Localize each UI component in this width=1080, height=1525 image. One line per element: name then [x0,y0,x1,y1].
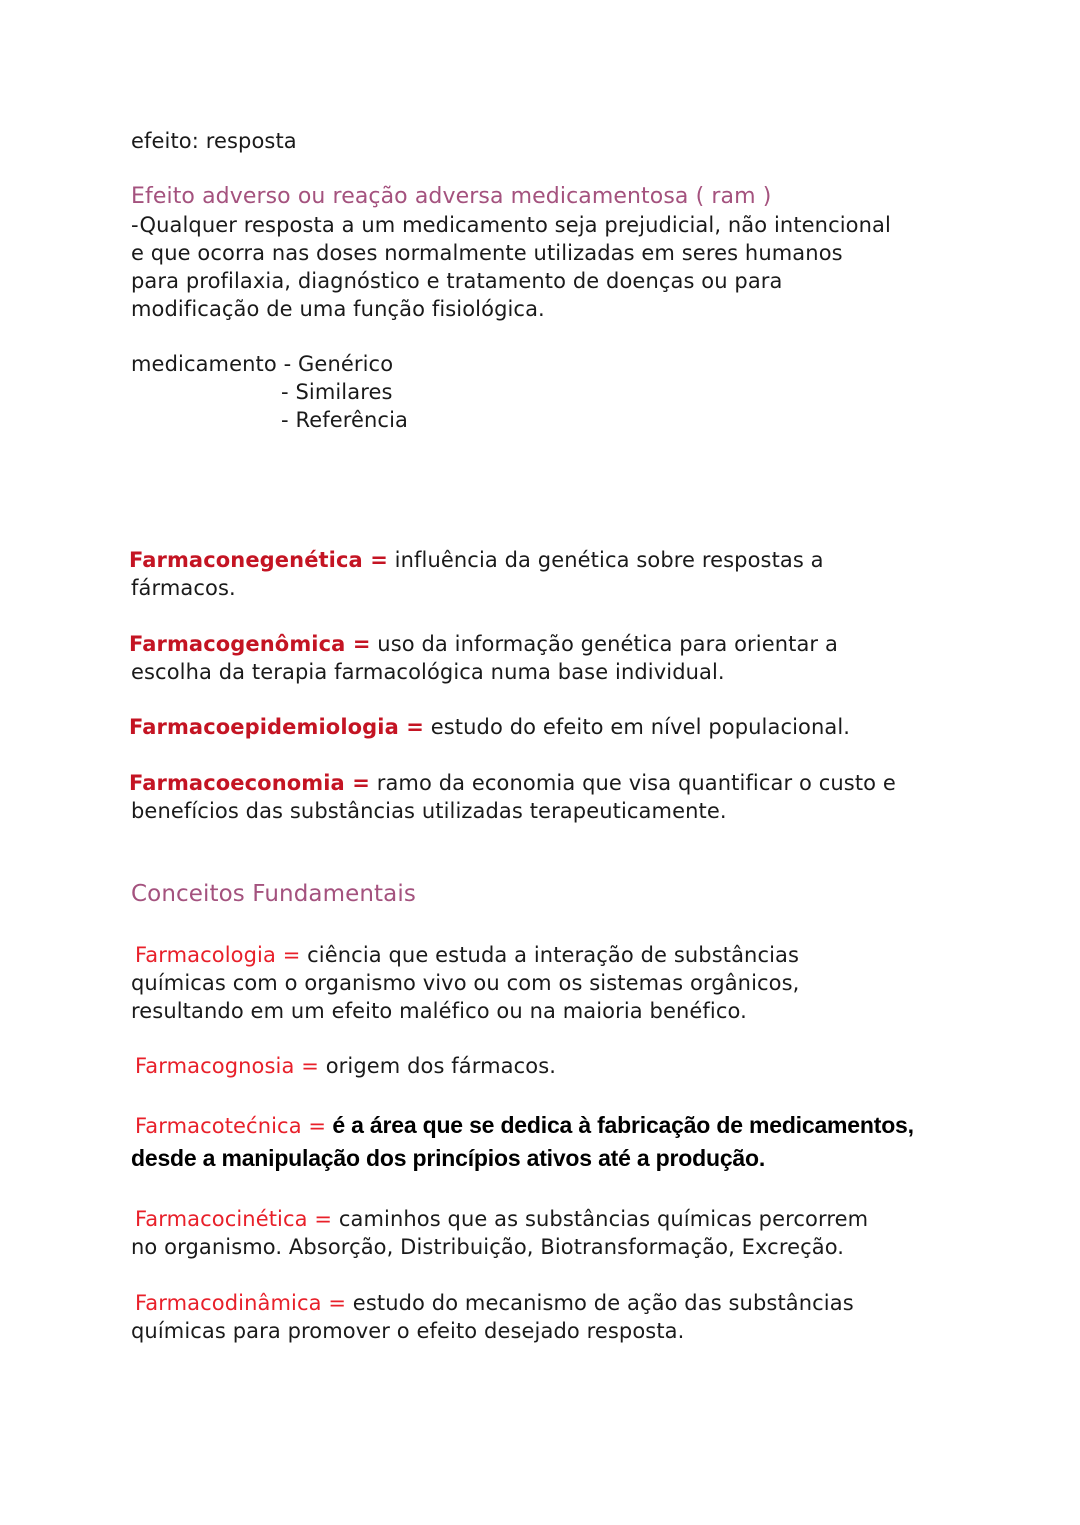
definition-term: Farmacoeconomia = [129,771,370,795]
definition-text: origem dos fármacos. [318,1054,557,1078]
definition-text-line: resultando em um efeito maléfico ou na maioria benéfico. [131,999,747,1023]
definition-text: caminhos que as substâncias químicas percorrem [332,1207,869,1231]
definition-farmaconegenetica [129,546,824,574]
definition-term: Farmacotećnica = [135,1114,327,1138]
conceitos-heading: Conceitos Fundamentais [131,881,416,907]
definition-text: é a área que se dedica à fabricação de medicamentos, [326,1112,914,1138]
definition-farmacocinetica [135,1205,868,1233]
definition-term: Farmacognosia = [135,1054,319,1078]
ram-text-line: modificação de uma função fisiológica. [131,297,545,321]
medicamento-label: medicamento - Genérico [131,352,394,376]
definition-text-line: escolha da terapia farmacológica numa base individual. [131,660,725,684]
medicamento-item: - Referência [281,408,408,432]
definition-text: ciência que estuda a interação de substâncias [300,943,800,967]
definition-text: estudo do mecanismo de ação das substâncias [346,1291,854,1315]
definition-text: estudo do efeito em nível populacional. [423,715,851,739]
definition-text: ramo da economia que visa quantificar o custo e [369,771,896,795]
ram-heading: Efeito adverso ou reação adversa medicamentosa ( ram ) [131,184,772,209]
definition-term: Farmacologia = [135,943,301,967]
definition-farmacodinamica [135,1289,854,1317]
definition-text-line: desde a manipulação dos princípios ativos até a produção. [131,1145,766,1171]
definition-term: Farmacocinética = [135,1207,333,1231]
definition-text-line: benefícios das substâncias utilizadas terapeuticamente. [131,799,727,823]
definition-term: Farmacoepidemiologia = [129,715,424,739]
definition-text: influência da genética sobre respostas a [387,548,824,572]
definition-farmacoepidemiologia [129,713,850,741]
ram-text-line: -Qualquer resposta a um medicamento seja prejudicial, não intencional [131,213,891,237]
definition-farmacoeconomia [129,769,896,797]
definition-farmacotecnica [135,1111,914,1140]
definition-text-line: químicas para promover o efeito desejado resposta. [131,1319,685,1343]
definition-term: Farmacodinâmica = [135,1291,347,1315]
ram-text-line: para profilaxia, diagnóstico e tratamento de doenças ou para [131,269,783,293]
ram-text-line: e que ocorra nas doses normalmente utilizadas em seres humanos [131,241,843,265]
efeito-line: efeito: resposta [131,129,297,153]
definition-text-line: químicas com o organismo vivo ou com os sistemas orgânicos, [131,971,800,995]
definition-term: Farmacogenômica = [129,632,371,656]
definition-farmacognosia [135,1052,556,1080]
definition-farmacologia [135,941,799,969]
definition-farmacogenomica [129,630,838,658]
definition-text: uso da informação genética para orientar a [370,632,838,656]
definition-text-line: no organismo. Absorção, Distribuição, Biotransformação, Excreção. [131,1235,845,1259]
definition-term: Farmaconegenética = [129,548,388,572]
definition-text-line: fármacos. [131,576,236,600]
medicamento-item: - Similares [281,380,393,404]
